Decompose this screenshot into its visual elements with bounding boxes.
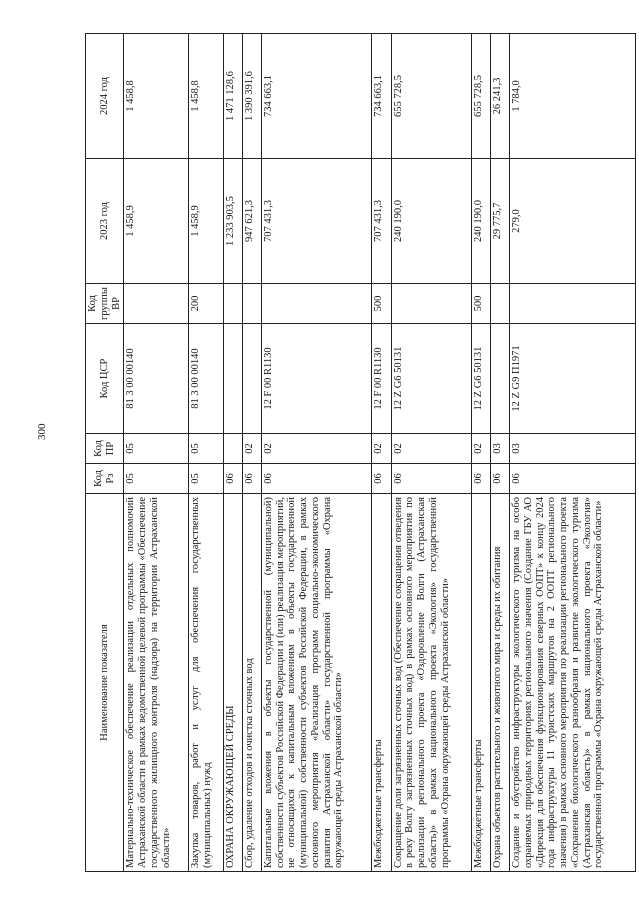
table-row xyxy=(242,34,261,872)
cell-y2024: 734 663,1 xyxy=(372,34,391,159)
cell-y2023: 240 190,0 xyxy=(471,159,490,284)
cell-name: Сокращение доли загрязненных сточных вод (Обеспечение сокращения отведения в реку Волгу загрязненных сточных вод) в рамках основного мероприятия по реализации регионального проекта «Оздоровление Волги (Астраханская область)» в рамках национального проекта «Экология» государственной программы «Охрана окружающей среды Астраханской области» xyxy=(391,494,471,872)
cell-name: Межбюджетные трансферты xyxy=(372,494,391,872)
cell-pr: 02 xyxy=(261,434,372,464)
cell-rz: 06 xyxy=(510,464,636,494)
cell-name: Создание и обустройство инфраструктуры экологического туризма на особо охраняемых природных территориях регионального значения (Создание ГБУ АО «Дирекция для обеспечения функционирования северных ООПТ» к концу 2024 года инфраструктуры 11 туристских маршрутов на 2 ООПТ регионального значения) в рамках основного мероприятия по реализации регионального проекта «Сохранение биологического разнообразия и развитие экологического туризма (Астраханская область)» в рамках национального проекта «Экология» государственной программы «Охрана окружающей среды Астраханской области» xyxy=(510,494,636,872)
cell-name: Сбор, удаление отходов и очистка сточных вод xyxy=(242,494,261,872)
cell-name: Межбюджетные трансферты xyxy=(471,494,490,872)
cell-rz: 05 xyxy=(124,464,189,494)
table-row xyxy=(124,34,189,872)
cell-csr xyxy=(242,324,261,434)
cell-y2024: 1 390 391,6 xyxy=(242,34,261,159)
cell-y2023: 947 621,3 xyxy=(242,159,261,284)
cell-pr: 02 xyxy=(242,434,261,464)
cell-csr: 81 3 00 00140 xyxy=(189,324,223,434)
table-row xyxy=(223,34,242,872)
cell-csr xyxy=(490,324,509,434)
cell-pr: 05 xyxy=(124,434,189,464)
cell-y2024: 1 471 128,6 xyxy=(223,34,242,159)
cell-pr: 03 xyxy=(490,434,509,464)
cell-name: Охрана объектов растительного и животного мира и среды их обитания xyxy=(490,494,509,872)
cell-y2024: 1 458,8 xyxy=(189,34,223,159)
cell-name: Закупка товаров, работ и услуг для обеспечения государственных (муниципальных) нужд xyxy=(189,494,223,872)
header-pr: Код ПР xyxy=(86,434,124,464)
table-row xyxy=(510,34,636,872)
cell-vr xyxy=(124,284,189,324)
cell-y2023: 29 775,7 xyxy=(490,159,509,284)
cell-y2023: 279,0 xyxy=(510,159,636,284)
budget-table xyxy=(85,33,636,872)
header-name: Наименование показателя xyxy=(86,494,124,872)
cell-name: ОХРАНА ОКРУЖАЮЩЕЙ СРЕДЫ xyxy=(223,494,242,872)
cell-pr: 05 xyxy=(189,434,223,464)
header-vr: Код группы ВР xyxy=(86,284,124,324)
cell-y2024: 26 241,3 xyxy=(490,34,509,159)
cell-name: Капитальные вложения в объекты государственной (муниципальной) собственности субъектов Российской Федерации и (или) реализация мероприятий, не относящихся к капитальным вложениям в объекты государственной (муниципальной) собственности субъектов Российской Федерации, в рамках основного мероприятия «Реализация программ социально-экономического развития Астраханской области» государственной программы «Охрана окружающей среды Астраханской области» xyxy=(261,494,372,872)
cell-y2024: 1 784,0 xyxy=(510,34,636,159)
cell-vr xyxy=(490,284,509,324)
cell-csr: 81 3 00 00140 xyxy=(124,324,189,434)
cell-y2024: 655 728,5 xyxy=(471,34,490,159)
table-row xyxy=(490,34,509,872)
cell-vr xyxy=(223,284,242,324)
cell-rz: 06 xyxy=(471,464,490,494)
cell-vr: 200 xyxy=(189,284,223,324)
cell-csr: 12 Z G6 50131 xyxy=(391,324,471,434)
cell-y2024: 655 728,5 xyxy=(391,34,471,159)
cell-csr: 12 F 00 R1130 xyxy=(261,324,372,434)
cell-pr xyxy=(223,434,242,464)
cell-vr: 500 xyxy=(372,284,391,324)
cell-y2023: 240 190,0 xyxy=(391,159,471,284)
cell-y2024: 1 458,8 xyxy=(124,34,189,159)
cell-name: Материально-техническое обеспечение реализации отдельных полномочий Астраханской области в рамках ведомственной целевой программы «Обеспечение государственного жилищного контроля (надзора) на территории Астраханской области» xyxy=(124,494,189,872)
cell-rz: 06 xyxy=(242,464,261,494)
cell-y2023: 707 431,3 xyxy=(261,159,372,284)
cell-rz: 06 xyxy=(490,464,509,494)
cell-y2023: 1 458,9 xyxy=(189,159,223,284)
table-row xyxy=(189,34,223,872)
cell-vr xyxy=(510,284,636,324)
cell-y2023: 1 233 903,5 xyxy=(223,159,242,284)
cell-csr: 12 Z G6 50131 xyxy=(471,324,490,434)
cell-vr xyxy=(261,284,372,324)
cell-y2023: 1 458,9 xyxy=(124,159,189,284)
cell-pr: 02 xyxy=(391,434,471,464)
cell-rz: 06 xyxy=(372,464,391,494)
rotated-page xyxy=(85,34,636,872)
cell-csr: 12 F 00 R1130 xyxy=(372,324,391,434)
cell-rz: 06 xyxy=(223,464,242,494)
table-row xyxy=(261,34,372,872)
header-2023: 2023 год xyxy=(86,159,124,284)
cell-rz: 06 xyxy=(391,464,471,494)
page-number: 300 xyxy=(36,423,48,440)
header-csr: Код ЦСР xyxy=(86,324,124,434)
cell-pr: 02 xyxy=(372,434,391,464)
cell-rz: 05 xyxy=(189,464,223,494)
cell-csr: 12 Z G9 П1971 xyxy=(510,324,636,434)
table-row xyxy=(391,34,471,872)
header-2024: 2024 год xyxy=(86,34,124,159)
cell-pr: 03 xyxy=(510,434,636,464)
header-rz: Код Рз xyxy=(86,464,124,494)
cell-vr xyxy=(391,284,471,324)
cell-csr xyxy=(223,324,242,434)
table-row xyxy=(471,34,490,872)
cell-y2024: 734 663,1 xyxy=(261,34,372,159)
cell-rz: 06 xyxy=(261,464,372,494)
cell-vr xyxy=(242,284,261,324)
table-header-row xyxy=(86,34,124,872)
table-row xyxy=(372,34,391,872)
cell-vr: 500 xyxy=(471,284,490,324)
cell-y2023: 707 431,3 xyxy=(372,159,391,284)
cell-pr: 02 xyxy=(471,434,490,464)
